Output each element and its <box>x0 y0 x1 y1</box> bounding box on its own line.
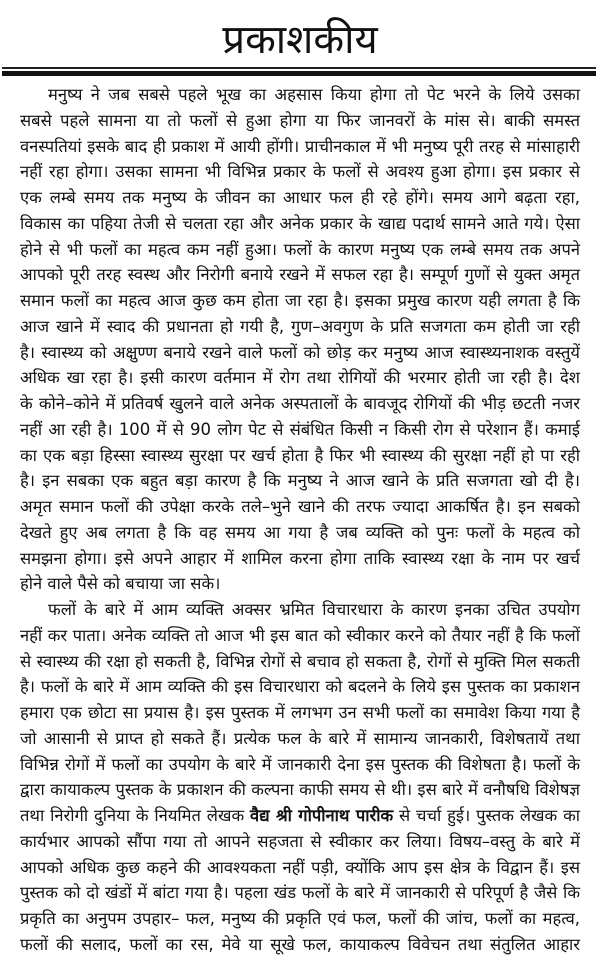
text-line: जो आसानी से प्राप्त हो सकते हैं। प्रत्येक फल के बारे में सामान्य जानकारी, विशेषतायें तथा <box>20 728 580 748</box>
text-line: से स्वास्थ्य की रक्षा हो सकती है, विभिन्न रोगों से बचाव हो सकता है, रोगों से मुक्ति मिल सकती <box>20 651 580 671</box>
text-line: नहीं कर पाता। अनेक व्यक्ति तो आज भी इस बात को स्वीकार करने को तैयार नहीं है कि फलों <box>20 625 580 645</box>
title-divider-thin <box>2 67 596 69</box>
text-line: विभिन्न रोगों में फलों का उपयोग के बारे में जानकारी देना इस पुस्तक की विशेषता है। फलों के <box>20 754 580 774</box>
text-line: अधिक खा रहा है। इसी कारण वर्तमान में रोग तथा रोगियों की भरमार होती जा रही है। देश <box>20 368 580 388</box>
text-line: है। इन सबका एक बहुत बड़ा कारण है कि मनुष्य ने आज खाने के प्रति सजगता खो दी है। <box>20 471 580 491</box>
text-line: द्वारा कायाकल्प पुस्तक के प्रकाशन की कल्पना काफी समय से थी। इस बारे में वनौषधि विशेषज्ञ <box>20 780 580 800</box>
text-line: वनस्पतियां इसके बाद ही प्रकाश में आयी होंगी। प्राचीनकाल में भी मनुष्य पूरी तरह से मांसाहारी <box>20 136 580 156</box>
text-line: आज खाने में स्वाद की प्रधानता हो गयी है, गुण–अवगुण के प्रति सजगता कम होती जा रही <box>20 316 580 336</box>
text-line: अमृत समान फलों की उपेक्षा करके तले–भुने खाने की तरफ ज्यादा आकर्षित है। इन सबको <box>20 497 580 516</box>
text-line: होने से भी फलों का महत्व कम नहीं हुआ। फलों के कारण मनुष्य एक लम्बे समय तक अपने <box>20 239 580 259</box>
text-line: समझना होगा। इसे अपने आहार में शामिल करना होगा ताकि स्वास्थ्य रक्षा के नाम पर खर्च <box>20 548 580 568</box>
text-line <box>20 803 580 829</box>
page-title: प्रकाशकीय <box>222 17 378 63</box>
text-line: नहीं रहा होगा। उसका सामना भी विभिन्न प्रकार के फलों से अवश्य हुआ होगा। इस प्रकार से <box>20 162 580 182</box>
text-segment: तथा निरोगी दुनिया के नियमित लेखक <box>20 806 251 825</box>
text-segment: से चर्चा हुई। पुस्तक लेखक का <box>393 806 581 825</box>
text-line: आपको पूरी तरह स्वस्थ और निरोगी बनाये रखने में सफल रहा है। सम्पूर्ण गुणों से युक्त अमृत <box>20 265 580 285</box>
title-divider-thick <box>2 71 596 76</box>
text-line: आपको अधिक कुछ कहने की आवश्यकता नहीं पड़ी, क्योंकि आप इस क्षेत्र के विद्वान हैं। इस <box>20 857 580 877</box>
text-line: के कोने–कोने में प्रतिवर्ष खुलने वाले अनेक अस्पतालों के बावजूद रोगियों की भीड़ छटती नजर <box>20 394 580 413</box>
body-text <box>20 82 580 958</box>
text-line: सबसे पहले सामना या तो फलों से हुआ होगा या फिर जानवरों के मांस से। बाकी समस्त <box>20 110 580 130</box>
author-name: वैद्य श्री गोपीनाथ पारीक <box>250 806 394 825</box>
text-line: का एक बड़ा हिस्सा स्वास्थ्य सुरक्षा पर खर्च होता है फिर भी स्वास्थ्य की सुरक्षा नहीं हो पा रही <box>20 445 580 465</box>
text-line: कार्यभार आपको सौंपा गया तो आपने सहजता से स्वीकार कर लिया। विषय–वस्तु के बारे में <box>20 831 580 851</box>
text-line: फलों की सलाद, फलों का रस, मेवे या सूखे फल, कायाकल्प विवेचन तथा संतुलित आहार <box>20 934 580 954</box>
text-line: है। फलों के बारे में आम व्यक्ति की इस विचारधारा को बदलने के लिये इस पुस्तक का प्रकाशन <box>20 677 580 697</box>
text-line: फलों के बारे में आम व्यक्ति अक्सर भ्रमित विचारधारा के कारण इनका उचित उपयोग <box>48 600 580 619</box>
text-line: समान फलों का महत्व आज कुछ कम होता जा रहा है। इसका प्रमुख कारण यही लगता है कि <box>20 291 580 310</box>
text-line: हमारा एक छोटा सा प्रयास है। इस पुस्तक में लगभग उन सभी फलों का समावेश किया गया है <box>20 703 580 722</box>
text-line: मनुष्य ने जब सबसे पहले भूख का अहसास किया होगा तो पेट भरने के लिये उसका <box>48 85 580 104</box>
text-line: प्रकृति का अनुपम उपहार– फल, मनुष्य की प्रकृति एवं फल, फलों की जांच, फलों का महत्व, <box>20 909 580 928</box>
text-line: देखते हुए अब लगता है कि वह समय आ गया है जब व्यक्ति को पुनः फलों के महत्व को <box>20 522 580 542</box>
text-line: नहीं आ रही है। 100 में से 90 लोग पेट से संबंधित किसी न किसी रोग से परेशान हैं। कमाई <box>20 419 580 439</box>
text-line: एक लम्बे समय तक मनुष्य के जीवन का आधार फल ही रहे होंगे। समय आगे बढ़ता रहा, <box>20 188 580 207</box>
text-line: है। स्वास्थ्य को अक्षुण्ण बनाये रखने वाले फलों को छोड़ कर मनुष्य आज स्वास्थ्यनाशक वस्तुयें <box>20 342 580 362</box>
text-line: होने वाले पैसे को बचाया जा सके। <box>20 574 221 594</box>
text-line: पुस्तक को दो खंडों में बांटा गया है। पहला खंड फलों के बारे में जानकारी से परिपूर्ण है जैसे कि <box>20 883 580 903</box>
text-line: विकास का पहिया तेजी से चलता रहा और अनेक प्रकार के खाद्य पदार्थ सामने आते गये। ऐसा <box>20 213 580 233</box>
